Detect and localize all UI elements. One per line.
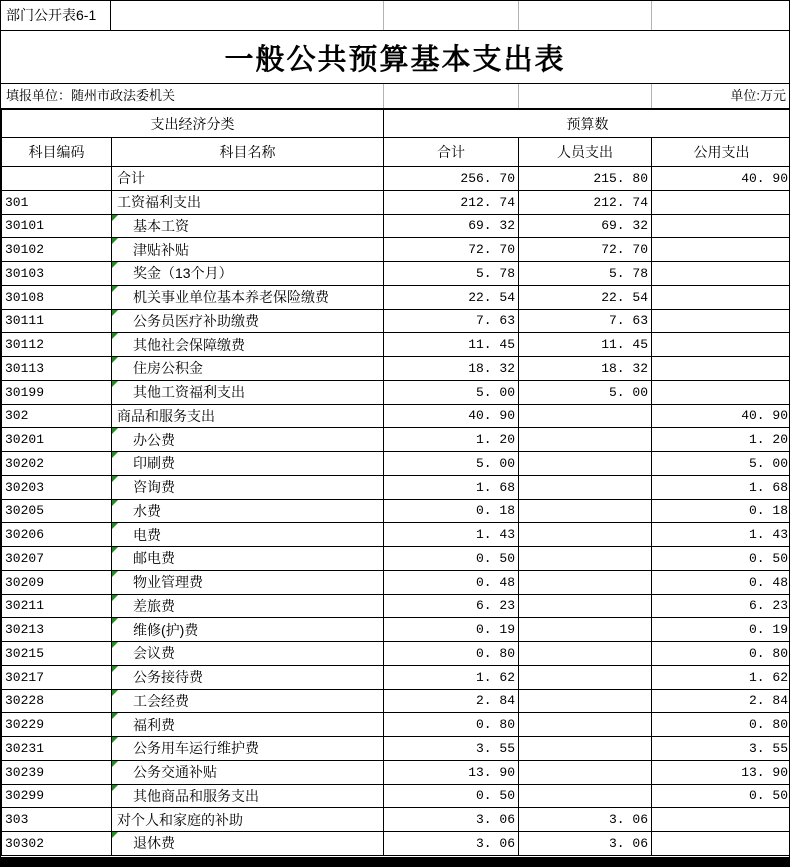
personnel-expenditure-cell: 215. 80 [519, 167, 652, 191]
subject-code-cell: 30211 [2, 594, 112, 618]
public-expenditure-cell [652, 190, 790, 214]
subject-code-cell: 30217 [2, 665, 112, 689]
subject-code-cell: 30112 [2, 333, 112, 357]
personnel-expenditure-cell [519, 499, 652, 523]
total-cell: 1. 68 [384, 475, 519, 499]
subject-code-cell: 30101 [2, 214, 112, 238]
header-budget-figures: 预算数 [384, 110, 790, 138]
table-row [2, 190, 790, 214]
public-expenditure-cell [652, 832, 790, 856]
total-cell: 69. 32 [384, 214, 519, 238]
personnel-expenditure-cell [519, 642, 652, 666]
total-cell: 256. 70 [384, 167, 519, 191]
public-expenditure-cell: 1. 20 [652, 428, 790, 452]
table-row [2, 642, 790, 666]
table-row [2, 713, 790, 737]
subject-name-cell: 物业管理费 [112, 570, 384, 594]
total-cell: 3. 06 [384, 832, 519, 856]
total-cell: 0. 50 [384, 547, 519, 571]
cell-flag-icon [112, 238, 118, 244]
public-expenditure-cell: 0. 50 [652, 547, 790, 571]
subject-code-cell: 30202 [2, 452, 112, 476]
table-row [2, 452, 790, 476]
public-expenditure-cell: 0. 18 [652, 499, 790, 523]
table-row [2, 784, 790, 808]
gridline [651, 84, 652, 108]
personnel-expenditure-cell: 7. 63 [519, 309, 652, 333]
cell-flag-icon [112, 262, 118, 268]
table-row [2, 665, 790, 689]
cell-flag-icon [112, 310, 118, 316]
subject-code-cell: 30302 [2, 832, 112, 856]
subject-code-cell: 30111 [2, 309, 112, 333]
subject-name-cell: 其他社会保障缴费 [112, 333, 384, 357]
table-row [2, 523, 790, 547]
personnel-expenditure-cell: 5. 78 [519, 262, 652, 286]
cell-flag-icon [112, 452, 118, 458]
subject-code-cell: 30102 [2, 238, 112, 262]
personnel-expenditure-cell [519, 452, 652, 476]
subject-code-cell: 302 [2, 404, 112, 428]
public-expenditure-cell: 40. 90 [652, 167, 790, 191]
cell-flag-icon [112, 523, 118, 529]
table-row [2, 404, 790, 428]
public-expenditure-cell: 0. 48 [652, 570, 790, 594]
cell-flag-icon [112, 737, 118, 743]
cell-flag-icon [112, 428, 118, 434]
total-cell: 5. 00 [384, 452, 519, 476]
table-row [2, 428, 790, 452]
public-expenditure-cell [652, 238, 790, 262]
total-cell: 212. 74 [384, 190, 519, 214]
public-expenditure-cell: 0. 80 [652, 642, 790, 666]
personnel-expenditure-cell [519, 570, 652, 594]
col-header-public-expenditure: 公用支出 [652, 138, 790, 167]
subject-code-cell: 30229 [2, 713, 112, 737]
info-row [1, 84, 789, 109]
personnel-expenditure-cell [519, 475, 652, 499]
subject-name-cell: 会议费 [112, 642, 384, 666]
subject-code-cell: 30203 [2, 475, 112, 499]
public-expenditure-cell [652, 333, 790, 357]
subject-name-cell: 基本工资 [112, 214, 384, 238]
subject-code-cell: 30213 [2, 618, 112, 642]
header-columns-row [2, 138, 790, 167]
total-cell: 5. 78 [384, 262, 519, 286]
public-expenditure-cell: 6. 23 [652, 594, 790, 618]
reporting-unit: 填报单位：随州市政法委机关 [6, 88, 176, 103]
subject-name-cell: 水费 [112, 499, 384, 523]
public-expenditure-cell: 0. 50 [652, 784, 790, 808]
subject-code-cell [2, 167, 112, 191]
subject-name-cell: 对个人和家庭的补助 [112, 808, 384, 832]
header-group-row [2, 110, 790, 138]
cell-flag-icon [112, 690, 118, 696]
col-header-total: 合计 [384, 138, 519, 167]
table-row [2, 570, 790, 594]
personnel-expenditure-cell: 5. 00 [519, 380, 652, 404]
table-row [2, 262, 790, 286]
subject-code-cell: 30205 [2, 499, 112, 523]
subject-name-cell: 公务交通补贴 [112, 760, 384, 784]
cell-flag-icon [112, 357, 118, 363]
personnel-expenditure-cell [519, 428, 652, 452]
personnel-expenditure-cell: 3. 06 [519, 808, 652, 832]
subject-name-cell: 津贴补贴 [112, 238, 384, 262]
subject-name-cell: 邮电费 [112, 547, 384, 571]
total-cell: 72. 70 [384, 238, 519, 262]
public-expenditure-cell: 13. 90 [652, 760, 790, 784]
unit-label: 单位:万元 [730, 88, 786, 103]
public-expenditure-cell [652, 380, 790, 404]
public-expenditure-cell: 0. 19 [652, 618, 790, 642]
cell-flag-icon [112, 333, 118, 339]
subject-code-cell: 30209 [2, 570, 112, 594]
subject-code-cell: 30207 [2, 547, 112, 571]
gridline [383, 84, 384, 108]
table-row [2, 285, 790, 309]
subject-code-cell: 30201 [2, 428, 112, 452]
personnel-expenditure-cell: 69. 32 [519, 214, 652, 238]
subject-code-cell: 301 [2, 190, 112, 214]
total-cell: 0. 48 [384, 570, 519, 594]
table-row [2, 594, 790, 618]
col-header-subject-name: 科目名称 [112, 138, 384, 167]
subject-name-cell: 工资福利支出 [112, 190, 384, 214]
subject-code-cell: 30108 [2, 285, 112, 309]
col-header-subject-code: 科目编码 [2, 138, 112, 167]
total-cell: 0. 80 [384, 642, 519, 666]
public-expenditure-cell: 5. 00 [652, 452, 790, 476]
total-cell: 40. 90 [384, 404, 519, 428]
subject-code-cell: 30199 [2, 380, 112, 404]
table-row [2, 475, 790, 499]
public-expenditure-cell: 1. 68 [652, 475, 790, 499]
total-cell: 0. 19 [384, 618, 519, 642]
page-title: 一般公共预算基本支出表 [1, 31, 789, 84]
subject-code-cell: 30228 [2, 689, 112, 713]
total-cell: 7. 63 [384, 309, 519, 333]
public-expenditure-cell: 1. 43 [652, 523, 790, 547]
table-row [2, 380, 790, 404]
table-row [2, 167, 790, 191]
col-header-personnel-expenditure: 人员支出 [519, 138, 652, 167]
subject-name-cell: 办公费 [112, 428, 384, 452]
cell-flag-icon [112, 547, 118, 553]
total-cell: 1. 43 [384, 523, 519, 547]
public-expenditure-cell [652, 309, 790, 333]
subject-name-cell: 差旅费 [112, 594, 384, 618]
subject-name-cell: 合计 [112, 167, 384, 191]
subject-name-cell: 机关事业单位基本养老保险缴费 [112, 285, 384, 309]
cell-flag-icon [112, 286, 118, 292]
personnel-expenditure-cell [519, 547, 652, 571]
table-row [2, 832, 790, 856]
budget-table [1, 109, 790, 856]
public-expenditure-cell: 3. 55 [652, 737, 790, 761]
subject-name-cell: 公务接待费 [112, 665, 384, 689]
personnel-expenditure-cell [519, 665, 652, 689]
personnel-expenditure-cell: 18. 32 [519, 357, 652, 381]
public-expenditure-cell: 2. 84 [652, 689, 790, 713]
subject-name-cell: 住房公积金 [112, 357, 384, 381]
subject-name-cell: 公务员医疗补助缴费 [112, 309, 384, 333]
subject-name-cell: 公务用车运行维护费 [112, 737, 384, 761]
personnel-expenditure-cell [519, 523, 652, 547]
cell-flag-icon [112, 215, 118, 221]
personnel-expenditure-cell [519, 618, 652, 642]
subject-name-cell: 奖金（13个月） [112, 262, 384, 286]
total-cell: 5. 00 [384, 380, 519, 404]
cell-flag-icon [112, 618, 118, 624]
personnel-expenditure-cell [519, 760, 652, 784]
total-cell: 6. 23 [384, 594, 519, 618]
subject-code-cell: 30299 [2, 784, 112, 808]
cell-flag-icon [112, 642, 118, 648]
subject-code-cell: 30239 [2, 760, 112, 784]
subject-code-cell: 30215 [2, 642, 112, 666]
table-label-row [1, 1, 789, 31]
personnel-expenditure-cell: 72. 70 [519, 238, 652, 262]
total-cell: 2. 84 [384, 689, 519, 713]
cell-flag-icon [112, 500, 118, 506]
public-expenditure-cell [652, 285, 790, 309]
public-expenditure-cell [652, 808, 790, 832]
subject-name-cell: 工会经费 [112, 689, 384, 713]
total-cell: 0. 50 [384, 784, 519, 808]
total-cell: 13. 90 [384, 760, 519, 784]
public-expenditure-cell [652, 262, 790, 286]
total-cell: 0. 18 [384, 499, 519, 523]
public-expenditure-cell: 1. 62 [652, 665, 790, 689]
total-cell: 22. 54 [384, 285, 519, 309]
total-cell: 0. 80 [384, 713, 519, 737]
subject-name-cell: 电费 [112, 523, 384, 547]
personnel-expenditure-cell: 22. 54 [519, 285, 652, 309]
total-cell: 11. 45 [384, 333, 519, 357]
personnel-expenditure-cell: 212. 74 [519, 190, 652, 214]
personnel-expenditure-cell: 3. 06 [519, 832, 652, 856]
gridline [518, 84, 519, 108]
subject-code-cell: 30206 [2, 523, 112, 547]
table-row [2, 618, 790, 642]
personnel-expenditure-cell [519, 594, 652, 618]
subject-name-cell: 维修(护)费 [112, 618, 384, 642]
table-row [2, 309, 790, 333]
total-cell: 3. 55 [384, 737, 519, 761]
personnel-expenditure-cell [519, 689, 652, 713]
subject-code-cell: 30231 [2, 737, 112, 761]
total-cell: 18. 32 [384, 357, 519, 381]
table-row [2, 333, 790, 357]
total-cell: 1. 20 [384, 428, 519, 452]
subject-name-cell: 其他商品和服务支出 [112, 784, 384, 808]
personnel-expenditure-cell [519, 737, 652, 761]
personnel-expenditure-cell [519, 404, 652, 428]
table-row [2, 499, 790, 523]
table-row [2, 357, 790, 381]
subject-name-cell: 咨询费 [112, 475, 384, 499]
public-expenditure-cell: 40. 90 [652, 404, 790, 428]
bottom-border-bar [1, 857, 789, 867]
public-expenditure-cell: 0. 80 [652, 713, 790, 737]
public-expenditure-cell [652, 357, 790, 381]
table-row [2, 238, 790, 262]
public-expenditure-cell [652, 214, 790, 238]
cell-flag-icon [112, 571, 118, 577]
cell-flag-icon [112, 713, 118, 719]
subject-name-cell: 商品和服务支出 [112, 404, 384, 428]
cell-flag-icon [112, 476, 118, 482]
cell-flag-icon [112, 832, 118, 838]
table-row [2, 689, 790, 713]
table-row [2, 760, 790, 784]
header-expenditure-classification: 支出经济分类 [2, 110, 384, 138]
personnel-expenditure-cell: 11. 45 [519, 333, 652, 357]
table-label: 部门公开表6-1 [1, 1, 111, 30]
subject-name-cell: 退休费 [112, 832, 384, 856]
personnel-expenditure-cell [519, 784, 652, 808]
subject-name-cell: 福利费 [112, 713, 384, 737]
gridline [651, 1, 652, 30]
gridline [383, 1, 384, 30]
cell-flag-icon [112, 381, 118, 387]
subject-name-cell: 其他工资福利支出 [112, 380, 384, 404]
personnel-expenditure-cell [519, 713, 652, 737]
table-row [2, 808, 790, 832]
gridline [518, 1, 519, 30]
table-row [2, 214, 790, 238]
cell-flag-icon [112, 595, 118, 601]
total-cell: 1. 62 [384, 665, 519, 689]
cell-flag-icon [112, 666, 118, 672]
total-cell: 3. 06 [384, 808, 519, 832]
subject-name-cell: 印刷费 [112, 452, 384, 476]
subject-code-cell: 303 [2, 808, 112, 832]
table-row [2, 547, 790, 571]
subject-code-cell: 30103 [2, 262, 112, 286]
cell-flag-icon [112, 761, 118, 767]
table-row [2, 737, 790, 761]
subject-code-cell: 30113 [2, 357, 112, 381]
cell-flag-icon [112, 785, 118, 791]
